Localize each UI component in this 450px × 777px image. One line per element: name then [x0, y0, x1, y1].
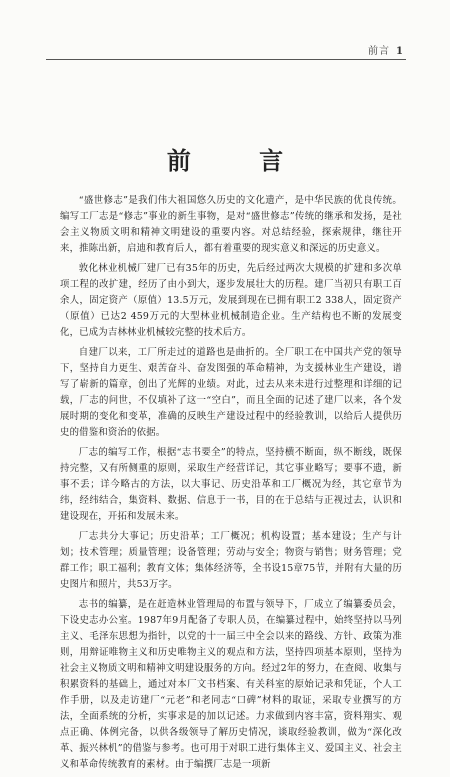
paragraph: 自建厂以来，工厂所走过的道路也是曲折的。全厂职工在中国共产党的领导下，坚持自力更生、艰苦奋斗、奋发图强的革命精神，为支援林业生产建设，谱写了崭新的篇章，创出了光辉的业绩。对此，过去从来未进行过整理和详细的记载，厂志的问世，不仅填补了这一“空白”，而且全面的记述了建厂以来，各个发展时期的变化和变革，准确的反映生产建设过程中的经验教训，以给后人提供历史的借鉴和资治的依据。 — [60, 347, 402, 438]
paragraph: “盛世修志”是我们伟大祖国悠久历史的文化遗产，是中华民族的优良传统。编写工厂志是“修志”事业的新生事物，是对“盛世修志”传统的继承和发扬，是社会主义物质文明和精神文明建设的重要内容。对总结经验，探索规律，继往开来，推陈出新，启迪和教育后人，都有着重要的现实意义和深远的历史意义。 — [60, 195, 402, 254]
header-rule — [46, 59, 406, 60]
running-header — [368, 42, 404, 57]
body-text — [60, 193, 402, 777]
running-title: 前言 — [368, 46, 391, 57]
paragraph: 敦化林业机械厂建厂已有35年的历史，先后经过两次大规模的扩建和多次单项工程的改扩建，经历了由小到大，逐步发展壮大的历程。建厂当初只有职工百余人，固定资产（原值）13.5万元，发展到现在已拥有职工2 338人，固定资产（原值）已达2 459万元的大型林业机械制造企业。生产结构也不断的发展变化，已成为吉林林业机械较完整的技术后方。 — [60, 263, 402, 338]
paragraph: 志书的编纂，是在赶造林业管理局的布置与领导下，厂成立了编纂委员会，下设史志办公室。1987年9月配备了专职人员，在编纂过程中，始终坚持以马列主义、毛泽东思想为指针，以党的十一届三中全会以来的路线、方针、政策为准则，用辩证唯物主义和历史唯物主义的观点和方法，坚持四项基本原则，坚持为社会主义物质文明和精神文明建设服务的方向。经过2年的努力，在查阅、收集与积累资料的基础上，通过对本厂文书档案、有关科室的原始记录和凭证，个人工作手册，以及走访建厂“元老”和老同志“口碑”材料的取证，采取专业撰写的方法，全面系统的分析，实事求是的加以记述。力求做到内容丰富，资料翔实、观点正确、体例完备，以供各级领导了解历史情况，谈取经验教训，做为“深化改革、振兴林机”的借鉴与参考。也可用于对职工进行集体主义、爱国主义、社会主义和革命传统教育的素材。由于编撰厂志是一项新 — [60, 599, 402, 770]
page-title: 前 言 — [166, 146, 314, 175]
paragraph: 厂志的编写工作，根据“志书要全”的特点，坚持横不断面，纵不断线，既保持完整，又有所侧重的原则，采取生产经营详记，其它事业略写；要事不遗，新事不丢；详今略古的方法，以大事记、历史沿革和工厂概况为经，其它章节为纬，经纬结合，集资料、数据、信息于一书，目的在于总结与正视过去，认识和建设现在，开拓和发展未来。 — [60, 447, 402, 522]
page-number: 1 — [396, 46, 404, 57]
paragraph: 厂志共分大事记；历史沿革；工厂概况；机构设置；基本建设；生产与计划；技术管理；质量管理；设备管理；劳动与安全；物资与销售；财务管理；党群工作；职工福利；教育文体；集体经济等，全书设15章75节，并附有大量的历史图片和照片，共53万字。 — [60, 531, 402, 590]
